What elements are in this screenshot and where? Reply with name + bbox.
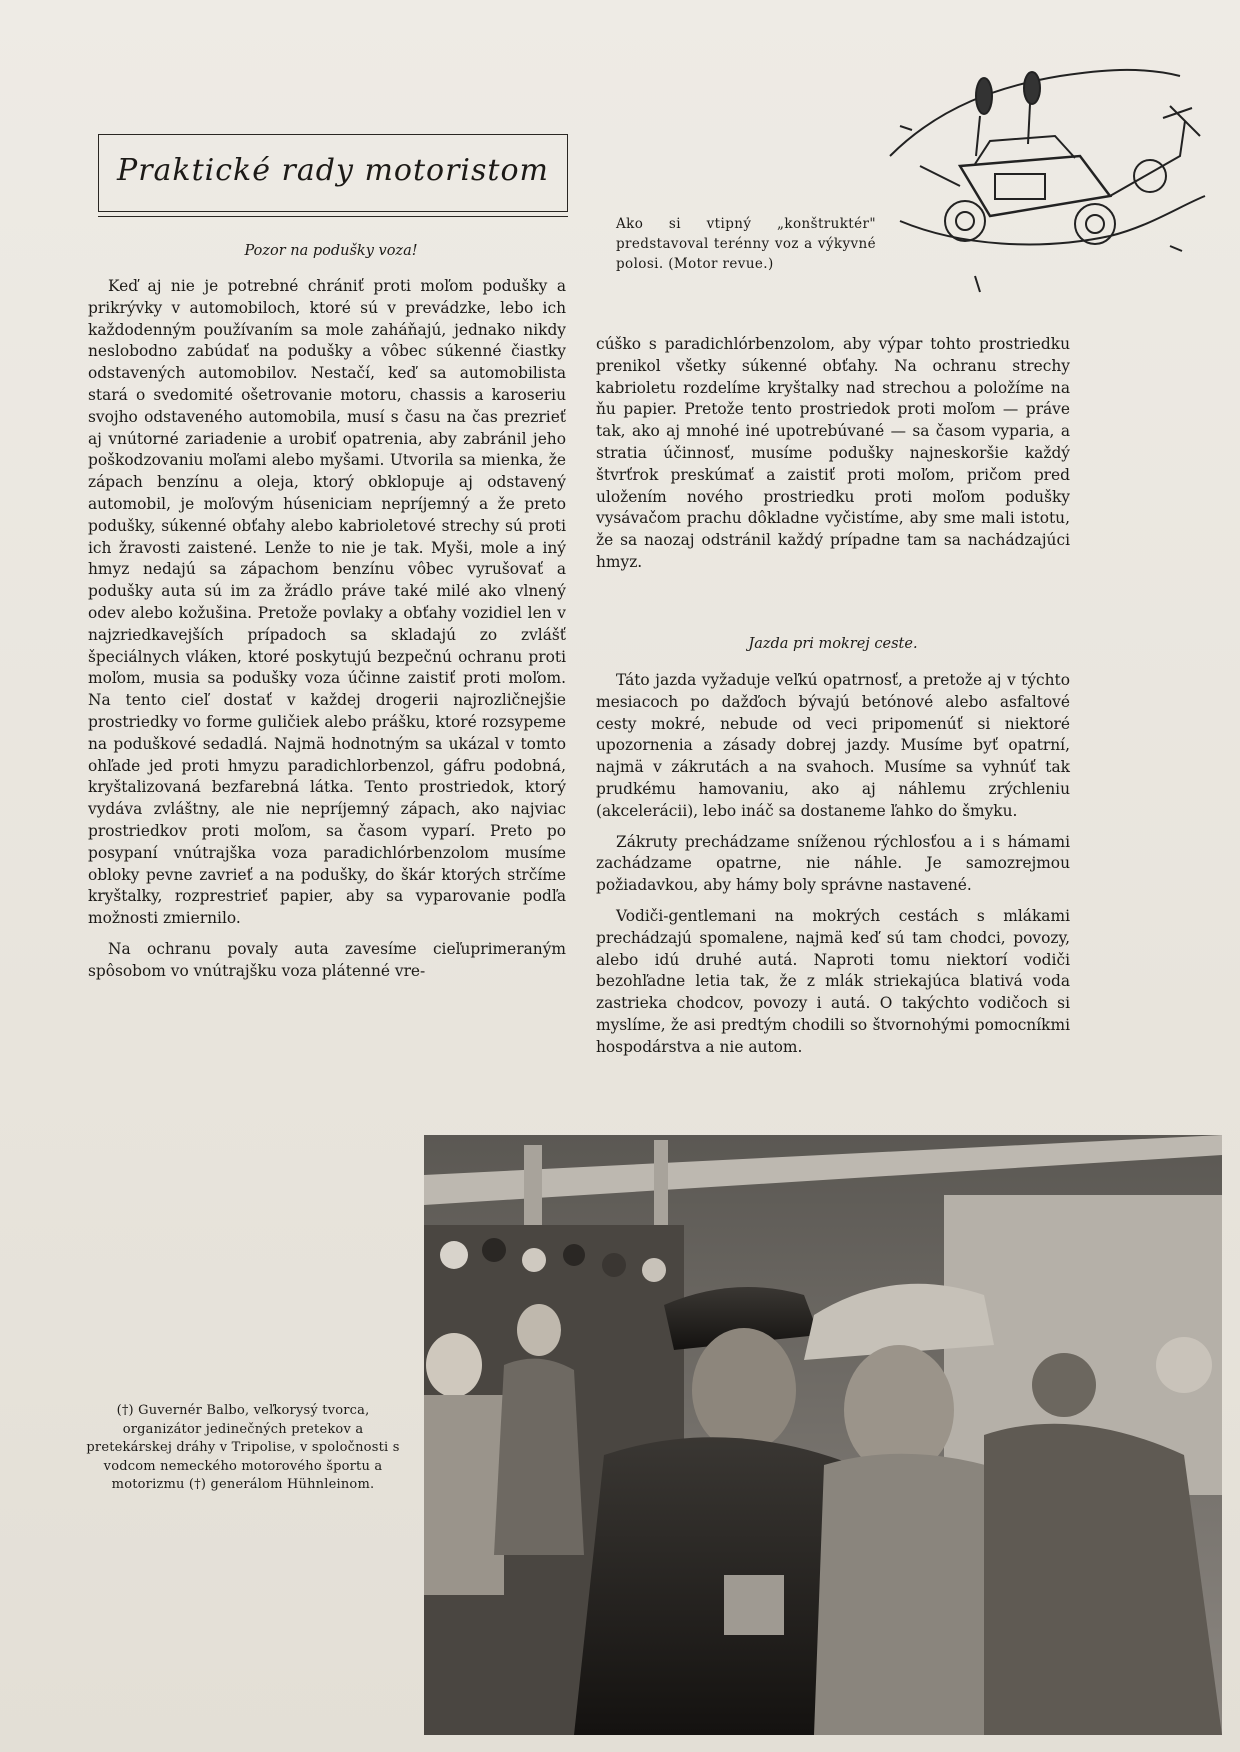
grandstand-photo <box>424 1135 1222 1735</box>
sketch-caption: Ako si vtipný „konštruktér" predstavoval terénny voz a výkyvné polosi. (Motor revue.) <box>616 216 876 272</box>
title-underline <box>98 216 568 218</box>
photo-caption: (†) Guvernér Balbo, veľkorysý tvorca, organizátor jedinečných pretekov a pretekárskej dráhy v Tripolise, v spoločnosti s vodcom nemeckého motorového športu a motorizmu (†) generálom Hühnleinom. <box>86 1403 400 1493</box>
paragraph: Táto jazda vyžaduje veľkú opatrnosť, a pretože aj v týchto mesiacoch po dažďoch bývajú betónové alebo asfaltové cesty mokré, nebude od veci pripomenúť si niektoré upozornenia a zásady dobrej jazdy. Musíme byť opatrní, najmä v zákrutách a na svahoch. Musíme sa vyhnúť tak prudkému hamovaniu, ako aj náhlemu zrýchleniu (akcelerácii), lebo ináč sa dostaneme ľahko do šmyku. <box>596 671 1070 820</box>
section-subhead-wet-road: Jazda pri mokrej ceste. <box>748 636 918 652</box>
paragraph: Zákruty prechádzame sníženou rýchlosťou a i s hámami zachádzame opatrne, nie náhle. Je samozrejmou požiadavkou, aby hámy boly správne nastavené. <box>596 832 1070 895</box>
paragraph: Keď aj nie je potrebné chrániť proti moľom podušky a prikrývky v automobiloch, ktoré sú v prevádzke, lebo ich každodenným používaním sa mole zaháňajú, jednako nikdy neslobodno zabúdať na podušky a vôbec súkenné čiastky odstavených automobilov. Nestačí, keď sa automobilista stará o svedomité ošetrovanie motoru, chassis a karoseriu svojho odstaveného automobila, musí s času na čas prezrieť aj vnútorné zariadenie a urobiť opatrenia, aby zabránil jeho poškodzovaniu moľami alebo myšami. Utvorila sa mienka, že zápach benzínu a oleja, ktorý obklopuje aj odstavený automobil, je moľovým húseniciam nepríjemný a že preto podušky, súkenné obťahy alebo kabrioletové strechy sú proti ich žravosti zaistené. Lenže to nie je tak. Myši, mole a iný hmyz nedajú sa zápachom benzínu vôbec vyrušovať a podušky auta sú im za žrádlo práve také milé ako vlnený odev alebo kožušina. Pretože povlaky a obťahy vozidiel len v najzriedkavejších prípadoch sa skladajú zo zvlášť špeciálnych vláken, ktoré poskytujú bezpečnú ochranu proti moľom, musia sa podušky voza účinne zaistiť proti moľom. Na tento cieľ dostať v každej drogerii najrozličnejšie prostriedky vo forme guličiek alebo prášku, ktoré rozsypeme na poduškové sedadlá. Najmä hodnotným sa ukázal v tomto ohľade jed proti hmyzu paradichlorbenzol, gáfru podobná, kryštalizovaná bezfarebná látka. Tento prostriedok, ktorý vydáva zvláštny, ale nie nepríjemný zápach, ako najviac prostriedkov proti moľom, sa časom vyparí. Preto po posypaní vnútrajška voza paradichlórbenzolom musíme obloky pevne zavrieť a na podušky, do škár ktorých strčíme kryštalky, rozprestrieť papier, aby sa vyparovanie podľa možnosti zmiernilo. <box>88 277 566 928</box>
paragraph: Vodiči-gentlemani na mokrých cestách s mlákami prechádzajú spomalene, najmä keď sú tam chodci, povozy, alebo idú druhé autá. Naproti tomu niektorí vodiči bezohľadne letia tak, že z mlák striekajúca blativá voda zastrieka chodcov, povozy i autá. O takýchto vodičoch si myslíme, že asi predtým chodili so štvornohými pomocníkmi hospodárstva a nie autom. <box>596 906 1070 1056</box>
section-subhead-cushions: Pozor na podušky voza! <box>244 243 418 259</box>
paragraph: Na ochranu povaly auta zavesíme cieľuprimeraným spôsobom vo vnútrajšku voza plátenné vre- <box>88 939 566 980</box>
car-sketch-illustration <box>880 46 1210 296</box>
article-column-right-top <box>596 334 1070 574</box>
article-column-right-bottom <box>596 670 1070 1059</box>
page-title: Praktické rady motoristom <box>117 153 549 188</box>
title-box <box>98 134 568 212</box>
paragraph: cúško s paradichlórbenzolom, aby výpar tohto prostriedku prenikol všetky súkenné obťahy. Na ochranu strechy kabrioletu rozdelíme kryštalky nad strechou a položíme na ňu papier. Pretože tento prostriedok proti moľom — práve tak, ako aj mnohé iné upotrebúvané — sa časom vyparia, a stratia účinnosť, musíme podušky najneskoršie každý štvrťrok preskúmať a zaistiť proti moľom, pričom pred uložením nového prostriedku proti moľom podušky vysávačom prachu dôkladne vyčistíme, aby sme mali istotu, že sa naozaj odstránil každý prípadne tam sa nachádzajúci hmyz. <box>596 335 1070 571</box>
article-column-left <box>88 276 566 983</box>
